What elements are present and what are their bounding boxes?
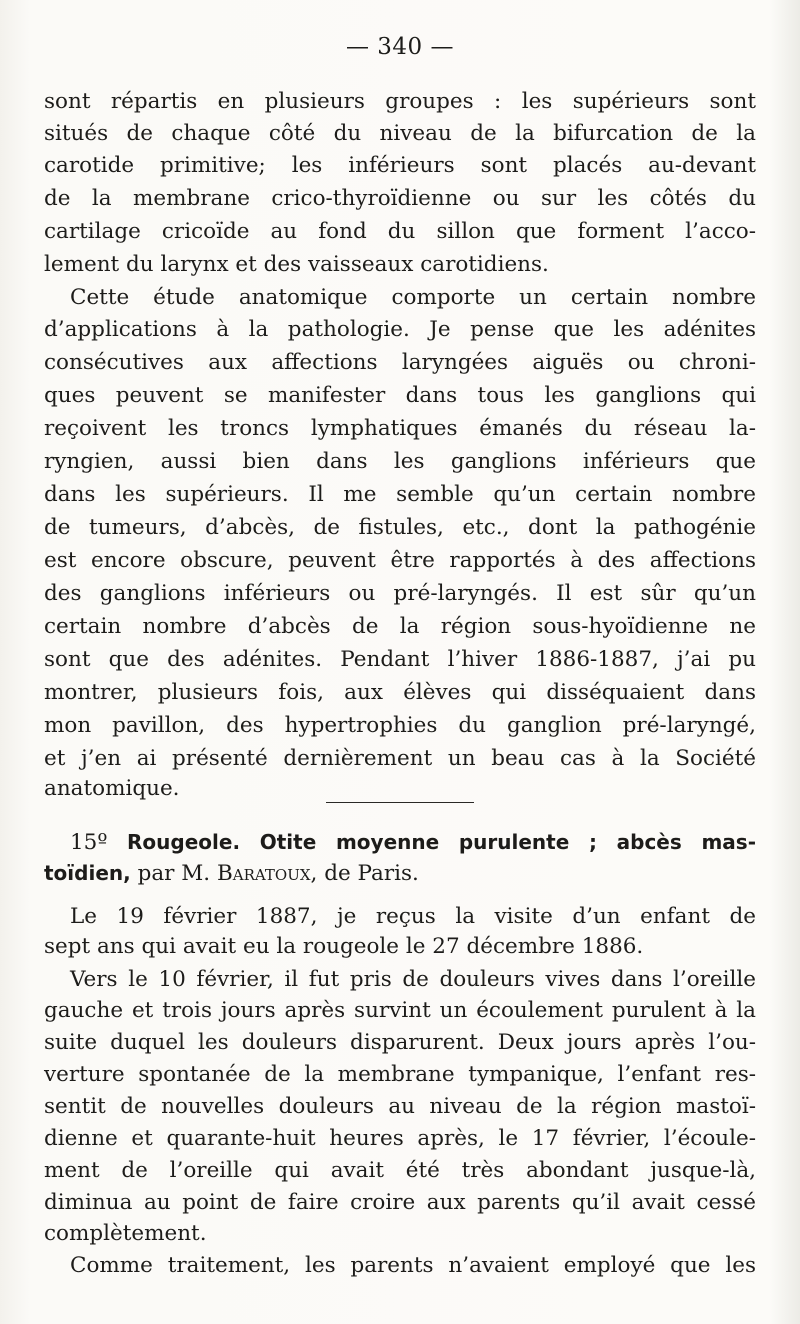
text-line: consécutives aux affections laryngées aiguës ou chroni- — [44, 350, 756, 375]
text-line: et j’en ai présenté dernièrement un beau cas à la Société — [44, 746, 756, 771]
text-line: diminua au point de faire croire aux parents qu’il avait cessé — [44, 1190, 756, 1215]
author-name: Baratoux — [216, 861, 311, 886]
text-line: certain nombre d’abcès de la région sous-hyoïdienne ne — [44, 614, 756, 639]
text-line: anatomique. — [44, 776, 180, 801]
text-line: d’applications à la pathologie. Je pense que les adénites — [44, 317, 756, 342]
text-line: Cette étude anatomique comporte un certain nombre — [70, 285, 756, 310]
text-line: ment de l’oreille qui avait été très abondant jusque-là, — [44, 1158, 756, 1183]
section-number: 15º — [70, 830, 108, 855]
byline-prefix: par M. — [137, 861, 211, 886]
text-line: de tumeurs, d’abcès, de fistules, etc., dont la pathogénie — [44, 515, 756, 540]
text-line: verture spontanée de la membrane tympanique, l’enfant res- — [44, 1062, 756, 1087]
byline-suffix: , de Paris. — [310, 861, 419, 886]
section-byline — [44, 858, 756, 888]
text-line: ryngien, aussi bien dans les ganglions inférieurs que — [44, 449, 756, 474]
text-line: situés de chaque côté du niveau de la bifurcation de la — [44, 121, 756, 146]
text-line: suite duquel les douleurs disparurent. Deux jours après l’ou- — [44, 1030, 756, 1055]
text-line: mon pavillon, des hypertrophies du ganglion pré-laryngé, — [44, 713, 756, 738]
section-title-continued: toïdien, — [44, 861, 131, 885]
text-line: lement du larynx et des vaisseaux carotidiens. — [44, 252, 549, 277]
text-line: sentit de nouvelles douleurs au niveau de la région mastoï- — [44, 1094, 756, 1119]
text-line: des ganglions inférieurs ou pré-laryngés. Il est sûr qu’un — [44, 581, 756, 606]
text-line: carotide primitive; les inférieurs sont placés au-devant — [44, 153, 756, 178]
text-line: Comme traitement, les parents n’avaient employé que les — [70, 1253, 756, 1278]
text-line: Vers le 10 février, il fut pris de douleurs vives dans l’oreille — [70, 967, 756, 992]
text-line: sept ans qui avait eu la rougeole le 27 décembre 1886. — [44, 934, 644, 959]
text-line: sont que des adénites. Pendant l’hiver 1886-1887, j’ai pu — [44, 647, 756, 672]
text-line: est encore obscure, peuvent être rapportés à des affections — [44, 548, 756, 573]
section-divider — [326, 802, 474, 803]
text-line: sont répartis en plusieurs groupes : les supérieurs sont — [44, 89, 756, 114]
text-line: de la membrane crico-thyroïdienne ou sur les côtés du — [44, 186, 756, 211]
text-line: ques peuvent se manifester dans tous les ganglions qui — [44, 383, 756, 408]
text-line: Le 19 février 1887, je reçus la visite d’un enfant de — [70, 904, 756, 929]
text-line: dans les supérieurs. Il me semble qu’un certain nombre — [44, 482, 756, 507]
text-line: gauche et trois jours après survint un écoulement purulent à la — [44, 998, 756, 1023]
page-number: — 340 — — [345, 34, 455, 60]
section-title-line — [70, 827, 756, 857]
section-title: Rougeole. Otite moyenne purulente ; abcès mas- — [127, 830, 756, 854]
text-line: reçoivent les troncs lymphatiques émanés du réseau la- — [44, 416, 756, 441]
text-line: dienne et quarante-huit heures après, le 17 février, l’écoule- — [44, 1126, 756, 1151]
text-line: cartilage cricoïde au fond du sillon que forment l’acco- — [44, 219, 756, 244]
text-line: complètement. — [44, 1221, 207, 1246]
text-line: montrer, plusieurs fois, aux élèves qui disséquaient dans — [44, 680, 756, 705]
